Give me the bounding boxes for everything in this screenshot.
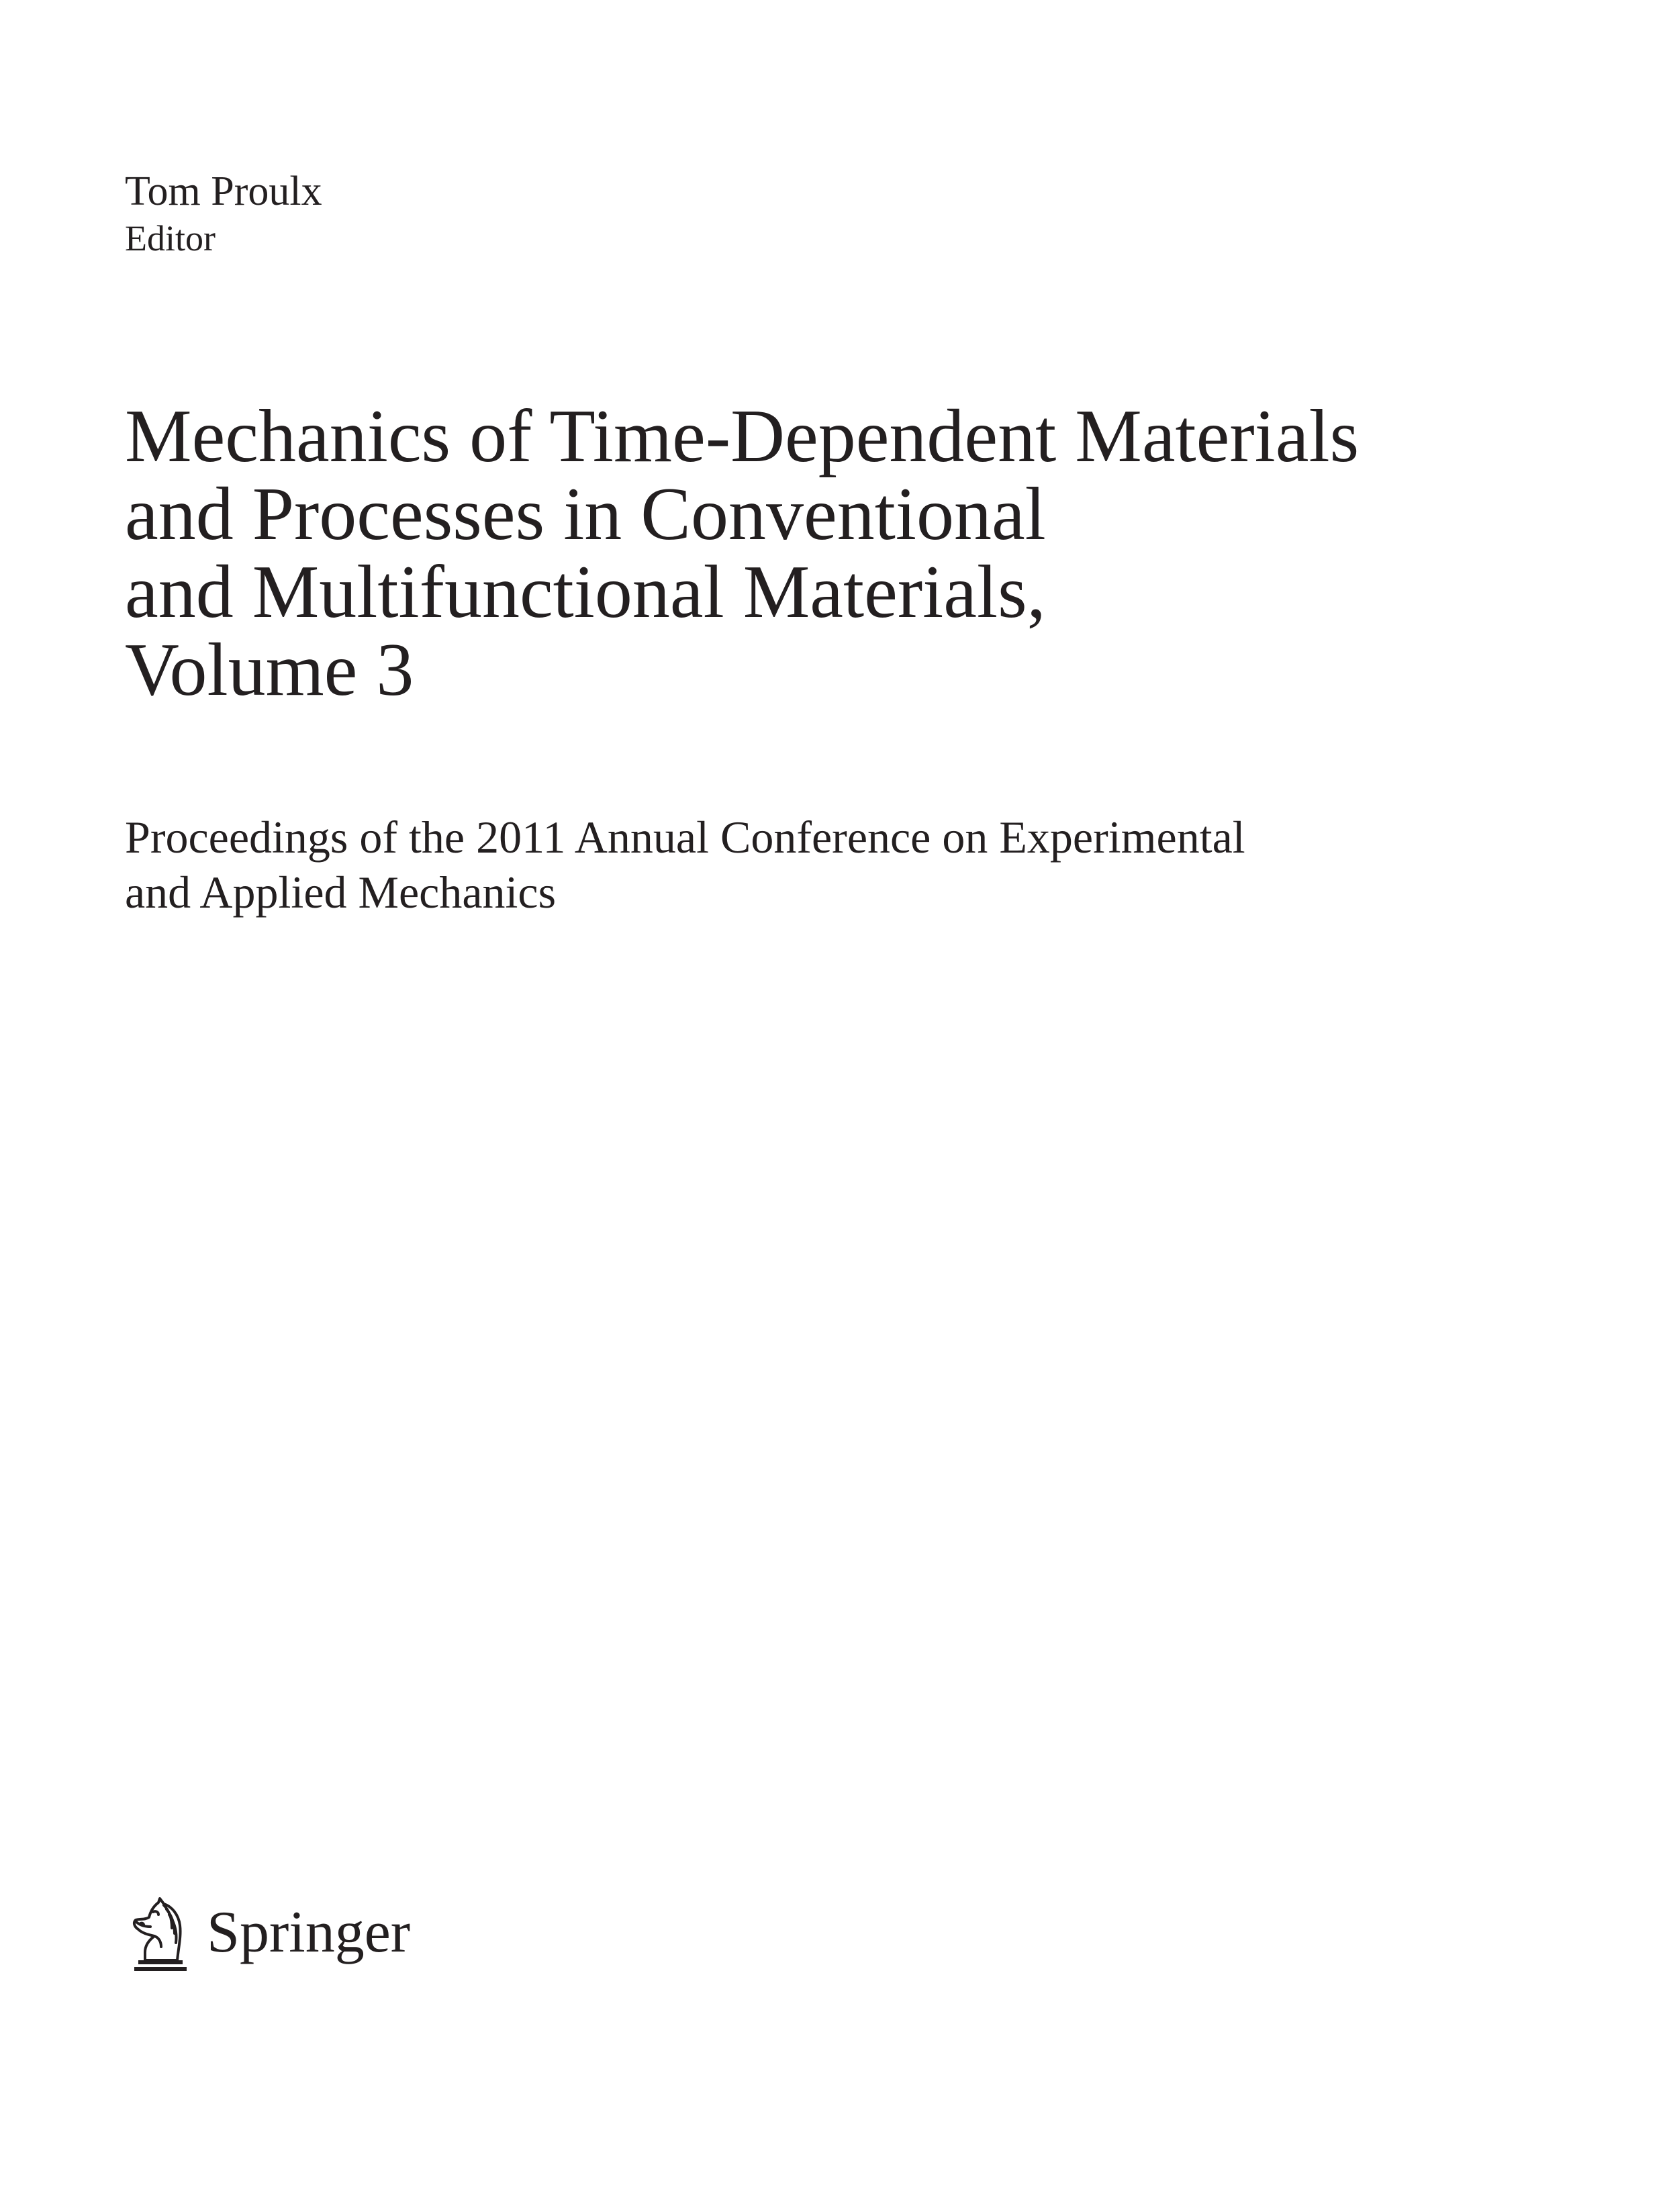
book-title-line: Mechanics of Time-Dependent Materials [125,395,1360,478]
book-title [125,395,1602,712]
book-subtitle [125,810,1602,920]
editor-block [125,166,322,260]
book-title-line: and Processes in Conventional [125,473,1046,556]
editor-name: Tom Proulx [125,169,322,214]
book-title-line: and Multifunctional Materials, [125,550,1046,634]
book-subtitle-line: and Applied Mechanics [125,867,557,918]
publisher-name: Springer [207,1900,411,1965]
book-subtitle-line: Proceedings of the 2011 Annual Conference on Experimental [125,812,1245,863]
editor-role: Editor [125,218,216,258]
book-title-line: Volume 3 [125,628,414,712]
publisher-imprint [125,1892,410,1979]
knight-chess-piece-icon [125,1896,192,1975]
